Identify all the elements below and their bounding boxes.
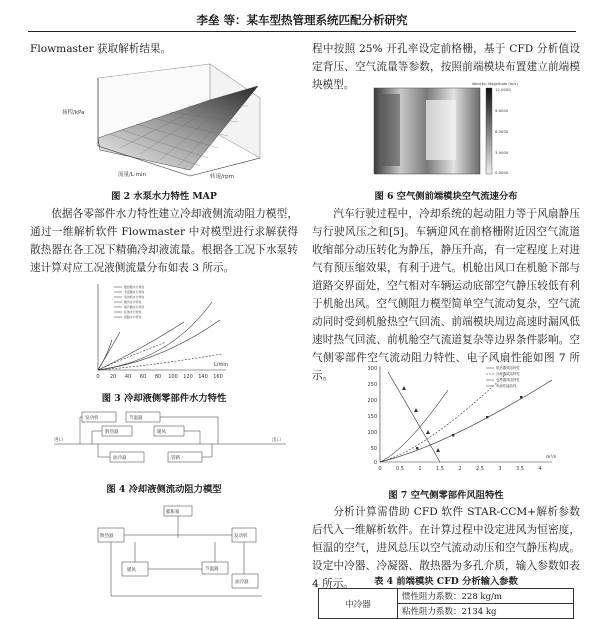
fig4-diagram: [50, 408, 290, 470]
fig4-box-3: 暖风: [157, 430, 166, 435]
table-4-row-label: 中冷器: [319, 589, 398, 619]
fig3-xtick-3: 60: [139, 374, 147, 380]
fig7-xtick-4: 2: [458, 466, 462, 472]
fig7-xtick-5: 2.5: [476, 466, 484, 472]
fig4-inlet-label: 进口: [54, 438, 63, 443]
fig7-xtick-1: 0.5: [396, 466, 404, 472]
fig3-xtick-0: 0: [96, 374, 100, 380]
fig3-legend-5: 缸体水力特性: [124, 310, 142, 314]
figure-7-caption: 图 7 空气侧零部件风阻特性: [388, 490, 504, 501]
fig7-xtick-8: 4: [538, 466, 542, 472]
table-4: [318, 588, 574, 619]
fig7-xtick-6: 3: [498, 466, 502, 472]
figure-6: [366, 80, 566, 180]
figure-4: [50, 408, 290, 470]
fig4-box-5: 管路: [171, 456, 180, 461]
right-paragraph-2: 汽车行驶过程中，冷却系统的起动阻力等于风扇静压与行驶风压之和[5]。车辆迎风在前格栅附近因空气流道收缩部分动压转化为静压，静压升高，有一定程度上对进气有预压缩效果，有利于进气。机舱出风口在机舱下部与道路交界面处，空气相对车辆运动底部空气静压较低有利于机舱出风。空气侧阻力模型简单空气流动复杂，空气流动同时受到机舱热空气回流、前端模块周边高速时漏风低速时热气回流、前机舱空气流道复杂等边界条件影响。空气侧零部件空气流动阻力特性、电子风扇性能如图 7 所示。: [312, 208, 580, 382]
fig7-xtick-3: 1.5: [436, 466, 444, 472]
table-4-cell-1: 粘性阻力系数：2134 kg: [398, 604, 574, 619]
fig7-legend-3: 风扇性能曲线: [496, 384, 517, 388]
fig3-legend-2: 发动机水力特性: [124, 295, 145, 299]
fig4-box-1: 节温器: [129, 416, 143, 421]
figure-5: [82, 498, 282, 608]
fig7-ytick-4: 100: [367, 430, 377, 436]
fig7-chart: [356, 360, 566, 480]
fig3-xtick-8: 160: [213, 374, 223, 380]
fig7-xtick-0: 0: [378, 466, 382, 472]
fig7-ytick-6: 0: [373, 460, 377, 466]
fig4-box-0: 发动机: [85, 416, 99, 421]
running-header: 李垒 等：某车型热管理系统匹配分析研究: [196, 13, 408, 27]
figure-4-caption: 图 4 冷却液侧流动阻力模型: [106, 484, 222, 495]
fig6-contour: [366, 80, 566, 180]
fig3-xtick-2: 40: [124, 374, 132, 380]
fig3-xtick-4: 80: [154, 374, 162, 380]
fig7-ytick-2: 200: [367, 398, 377, 404]
fig4-box-2: 散热器: [105, 430, 119, 435]
fig3-xtick-6: 120: [183, 374, 193, 380]
fig3-legend-4: 油冷器水力特性: [124, 305, 145, 309]
fig7-ytick-3: 150: [367, 414, 377, 420]
fig7-legend-2: 中冷器风阻特性: [496, 378, 520, 382]
fig2-y-axis-label: 流量/L·min: [118, 172, 147, 178]
fig5-label-5: 油冷器: [235, 580, 249, 585]
left-intro-line: Flowmaster 获取解析结果。: [30, 43, 172, 55]
fig7-ytick-1: 250: [367, 382, 377, 388]
fig6-scale-title: Velocity: Magnitude (m/s): [472, 82, 518, 86]
fig4-box-4: 油冷器: [113, 456, 127, 461]
right-paragraph-3: 分析计算需借助 CFD 软件 STAR-CCM+解析参数后代入一维解析软件。在计算过程中设定进风为恒密度，恒温的空气，进风总压以空气流动动压和空气静压构成。设定中冷器、冷凝器、散热器为多孔介质，输入参数如表 4 所示。: [312, 506, 580, 590]
left-paragraph-1: 依据各零部件水力特性建立冷却液侧流动阻力模型，通过一维解析软件 Flowmaster 中对模型进行求解获得散热器在各工况下精确冷却液流量。根据各工况下水泵转速计算对应工况液侧流量分布如表 3 所示。: [30, 208, 298, 274]
fig3-xtick-7: 140: [198, 374, 208, 380]
fig3-xtick-1: 20: [109, 374, 117, 380]
fig7-legend-0: 散热器风阻特性: [496, 366, 520, 370]
table-4-title: 表 4 前端模块 CFD 分析输入参数: [374, 576, 518, 587]
figure-3-caption: 图 3 冷却液侧零部件水力特性: [101, 393, 227, 404]
fig6-scale-tick-3: 3.0000: [495, 150, 509, 155]
fig4-outlet-label: 出口: [272, 438, 281, 443]
fig5-label-2: 发动机: [234, 534, 248, 539]
fig6-scale-tick-0: 12.0000: [495, 87, 511, 92]
fig5-label-3: 暖风: [127, 568, 136, 573]
fig7-ytick-5: 50: [370, 446, 377, 452]
fig6-scale-tick-1: 9.0000: [495, 108, 509, 113]
right-intro-paragraph: 程中按照 25% 开孔率设定前格栅，基于 CFD 分析值设定背压、空气流量等参数，按照前端模块布置建立前端模块模型。: [312, 43, 580, 91]
figure-3: [80, 280, 230, 385]
fig3-legend-0: 散热器水力特性: [124, 285, 145, 289]
fig7-xtick-2: 1: [418, 466, 422, 472]
figure-2-caption: 图 2 水泵水力特性 MAP: [111, 191, 217, 202]
fig3-chart: [80, 280, 230, 385]
fig7-x-unit: m³/s: [546, 455, 557, 460]
fig3-legend-3: 暖风水力特性: [124, 300, 142, 304]
header-rule: [28, 31, 576, 32]
table-row: [319, 589, 574, 604]
fig5-label-1: 散热器: [100, 534, 114, 539]
fig3-xtick-5: 100: [168, 374, 178, 380]
fig6-scale-tick-2: 6.0000: [495, 129, 509, 134]
table-4-cell-0: 惯性阻力系数：228 kg/m: [398, 589, 574, 604]
fig7-xtick-7: 3.5: [516, 466, 524, 472]
figure-2: [60, 58, 270, 183]
fig7-legend-1: 冷凝器风阻特性: [496, 372, 520, 376]
fig5-diagram: [82, 498, 282, 608]
fig5-label-4: 节温器: [205, 567, 219, 572]
fig3-legend-6: 管路水力特性: [124, 315, 142, 319]
pump-map-surface: [60, 58, 270, 183]
fig5-label-0: 膨胀箱: [166, 510, 180, 515]
fig2-z-axis-label: 扬程/kPa: [62, 110, 85, 116]
figure-6-caption: 图 6 空气侧前端模块空气流速分布: [374, 191, 518, 202]
fig2-x-axis-label: 转速/rpm: [210, 174, 234, 180]
figure-7: [356, 360, 566, 480]
fig3-x-unit: L/min: [214, 362, 228, 368]
fig6-scale-tick-4: 0.0000: [495, 170, 509, 175]
fig7-ytick-0: 300: [367, 366, 377, 372]
fig3-legend-1: 节温器水力特性: [124, 290, 145, 294]
